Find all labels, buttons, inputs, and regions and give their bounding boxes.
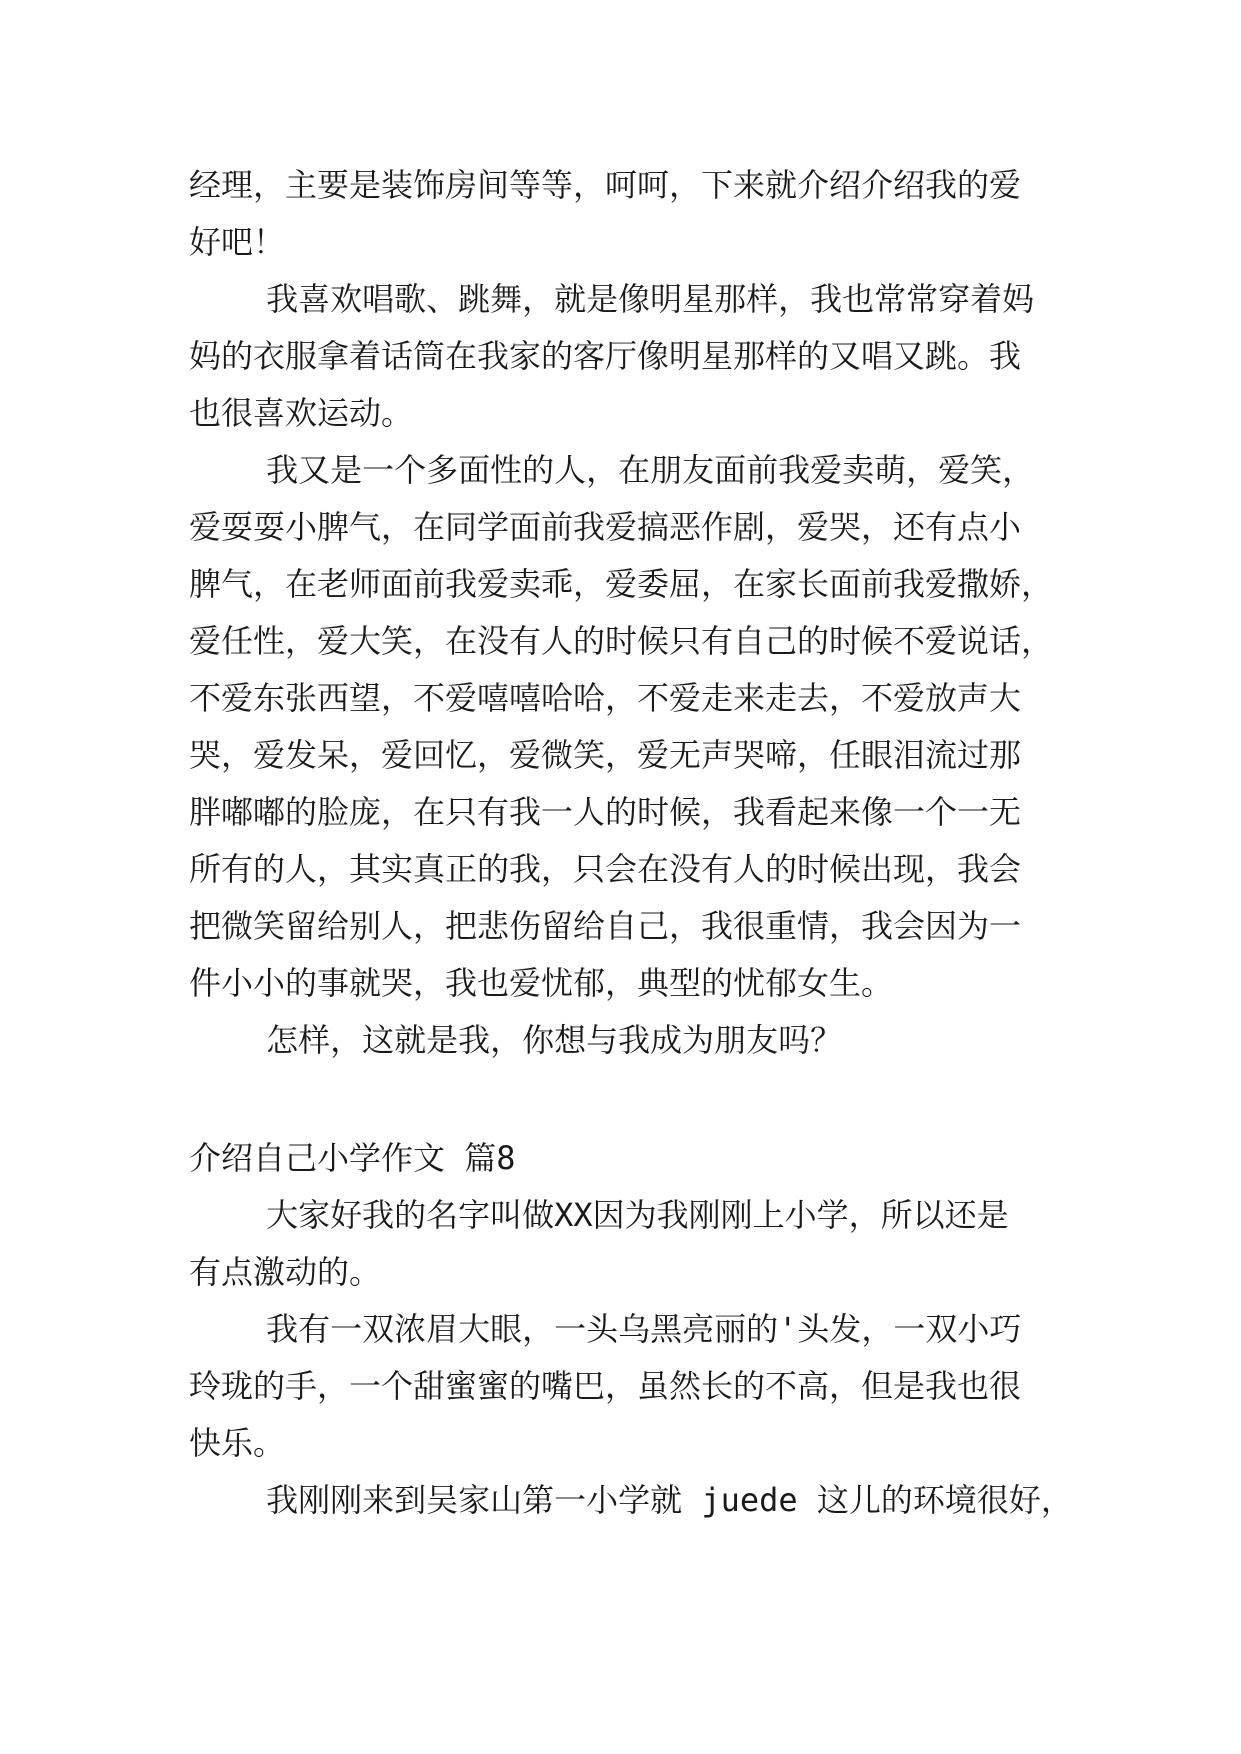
section-heading: 介绍自己小学作文 篇8 — [189, 1139, 516, 1177]
text-line: 怎样，这就是我，你想与我成为朋友吗？ — [189, 1021, 843, 1059]
text-line: 快乐。 — [189, 1424, 286, 1462]
text-line: 我又是一个多面性的人，在朋友面前我爱卖萌，爱笑， — [189, 451, 1035, 489]
text-line: 脾气，在老师面前我爱卖乖，爱委屈，在家长面前我爱撒娇， — [189, 565, 1054, 603]
text-line: 我有一双浓眉大眼，一头乌黑亮丽的'头发，一双小巧 — [189, 1310, 1022, 1348]
text-line: 有点激动的。 — [189, 1253, 382, 1291]
text-line: 不爱东张西望，不爱嘻嘻哈哈，不爱走来走去，不爱放声大 — [189, 679, 1022, 717]
text-line: 也很喜欢运动。 — [189, 394, 414, 432]
text-line: 胖嘟嘟的脸庞，在只有我一人的时候，我看起来像一个一无 — [189, 793, 1022, 831]
text-line: 好吧！ — [189, 223, 286, 261]
text-line: 爱耍耍小脾气，在同学面前我爱搞恶作剧，爱哭，还有点小 — [189, 508, 1022, 546]
text-line: 经理，主要是装饰房间等等，呵呵，下来就介绍介绍我的爱 — [189, 166, 1022, 204]
text-line: 爱任性，爱大笑，在没有人的时候只有自己的时候不爱说话， — [189, 622, 1054, 660]
text-line: 玲珑的手，一个甜蜜蜜的嘴巴，虽然长的不高，但是我也很 — [189, 1367, 1022, 1405]
text-line: 大家好我的名字叫做XX因为我刚刚上小学，所以还是 — [189, 1196, 1009, 1234]
text-line: 把微笑留给别人，把悲伤留给自己，我很重情，我会因为一 — [189, 907, 1022, 945]
text-line: 所有的人，其实真正的我，只会在没有人的时候出现，我会 — [189, 850, 1022, 888]
text-line: 我喜欢唱歌、跳舞，就是像明星那样，我也常常穿着妈 — [189, 280, 1035, 318]
text-line: 我刚刚来到吴家山第一小学就 juede 这儿的环境很好， — [189, 1481, 1073, 1519]
text-line: 件小小的事就哭，我也爱忧郁，典型的忧郁女生。 — [189, 964, 894, 1002]
text-line: 妈的衣服拿着话筒在我家的客厅像明星那样的又唱又跳。我 — [189, 337, 1022, 375]
text-line: 哭，爱发呆，爱回忆，爱微笑，爱无声哭啼，任眼泪流过那 — [189, 736, 1022, 774]
